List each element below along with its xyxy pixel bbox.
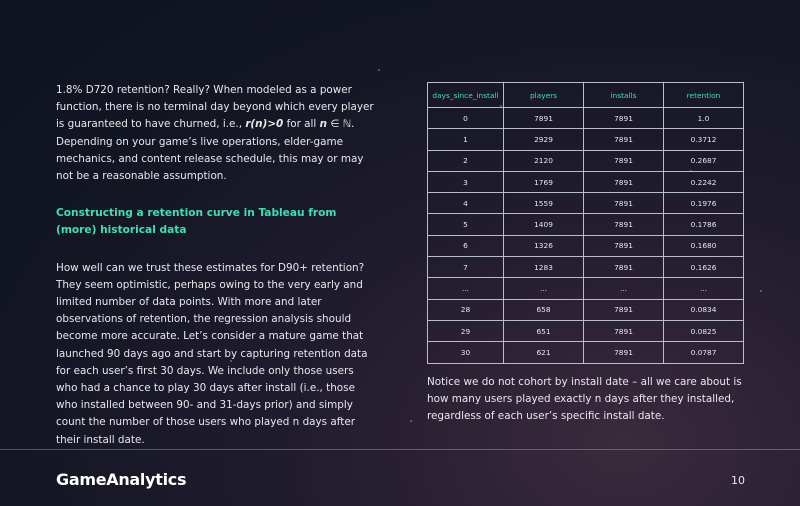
table-row xyxy=(428,299,744,320)
table-cell: 2120 xyxy=(504,150,584,171)
table-row xyxy=(428,129,744,150)
math-retention-positive: r(n)>0 xyxy=(245,118,284,131)
gameanalytics-logo: GameAnalytics xyxy=(56,470,187,489)
header-players: players xyxy=(504,83,584,108)
left-column xyxy=(56,82,374,449)
intro-paragraph xyxy=(56,82,374,185)
table-row xyxy=(428,171,744,192)
table-cell: 1 xyxy=(428,129,504,150)
table-cell: 1326 xyxy=(504,235,584,256)
right-column xyxy=(427,82,743,425)
header-days-since-install: days_since_install xyxy=(428,83,504,108)
intro-text-a: 1.8% D720 retention? Really? When modeled as a power function, there is no terminal day beyond which every player is guaranteed to have churned, i.e., xyxy=(56,84,374,131)
retention-table xyxy=(427,82,744,364)
table-cell: 2929 xyxy=(504,129,584,150)
table-cell: 7891 xyxy=(584,257,664,278)
table-cell: 0.2687 xyxy=(664,150,744,171)
table-cell: 7891 xyxy=(504,108,584,129)
table-cell: 28 xyxy=(428,299,504,320)
table-cell: 1559 xyxy=(504,193,584,214)
table-cell: ... xyxy=(428,278,504,299)
table-cell: ... xyxy=(504,278,584,299)
table-row xyxy=(428,278,744,299)
star-decoration xyxy=(410,420,412,422)
math-n: n xyxy=(319,118,328,131)
table-cell: 7891 xyxy=(584,320,664,341)
table-cell: 7891 xyxy=(584,235,664,256)
table-cell: 7891 xyxy=(584,108,664,129)
table-cell: ... xyxy=(584,278,664,299)
section-heading: Constructing a retention curve in Tableau from (more) historical data xyxy=(56,207,337,237)
star-decoration xyxy=(760,290,762,292)
table-cell: 5 xyxy=(428,214,504,235)
header-installs: installs xyxy=(584,83,664,108)
star-decoration xyxy=(378,69,380,71)
table-note: Notice we do not cohort by install date – all we care about is how many users played exactly n days after they installed, regardless of each user’s specific install date. xyxy=(427,375,742,422)
table-cell: 1409 xyxy=(504,214,584,235)
table-cell: 1283 xyxy=(504,257,584,278)
table-cell: 7891 xyxy=(584,193,664,214)
table-row xyxy=(428,235,744,256)
table-row xyxy=(428,150,744,171)
table-cell: 7891 xyxy=(584,150,664,171)
table-cell: 0.1976 xyxy=(664,193,744,214)
table-cell: 7891 xyxy=(584,171,664,192)
table-row xyxy=(428,108,744,129)
header-retention: retention xyxy=(664,83,744,108)
table-row xyxy=(428,320,744,341)
table-row xyxy=(428,214,744,235)
table-row xyxy=(428,342,744,363)
table-cell: 621 xyxy=(504,342,584,363)
table-cell: 7891 xyxy=(584,214,664,235)
table-cell: 0.0787 xyxy=(664,342,744,363)
table-cell: 651 xyxy=(504,320,584,341)
table-cell: 2 xyxy=(428,150,504,171)
body-paragraph: How well can we trust these estimates for D90+ retention? They seem optimistic, perhaps owing to the very early and limited number of data points. With more and later observations of retention, the regression analysis should become more accurate. Let’s consider a mature game that launched 90 days ago and start by capturing retention data for each user’s first 30 days. We include only those users who had a chance to play 30 days after install (i.e., those who installed between 90- and 31-days prior) and simply count the number of those users who played n days after their install date. xyxy=(56,261,368,446)
table-cell: 0.1680 xyxy=(664,235,744,256)
table-cell: 0.2242 xyxy=(664,171,744,192)
footer-divider xyxy=(0,449,800,450)
table-cell: ... xyxy=(664,278,744,299)
table-cell: 658 xyxy=(504,299,584,320)
table-cell: 3 xyxy=(428,171,504,192)
table-cell: 6 xyxy=(428,235,504,256)
table-cell: 0.0834 xyxy=(664,299,744,320)
table-cell: 1.0 xyxy=(664,108,744,129)
table-cell: 30 xyxy=(428,342,504,363)
table-row xyxy=(428,193,744,214)
intro-text-c: ∈ ℕ. Depending on your game’s live operations, elder-game mechanics, and content release schedule, this may or may not be a reasonable assumption. xyxy=(56,118,364,183)
table-cell: 7891 xyxy=(584,129,664,150)
table-row xyxy=(428,257,744,278)
table-cell: 1769 xyxy=(504,171,584,192)
table-header-row xyxy=(428,83,744,108)
table-cell: 29 xyxy=(428,320,504,341)
table-cell: 0.0825 xyxy=(664,320,744,341)
page-number: 10 xyxy=(731,474,745,487)
table-cell: 0.3712 xyxy=(664,129,744,150)
table-cell: 7891 xyxy=(584,342,664,363)
table-cell: 7 xyxy=(428,257,504,278)
table-cell: 0 xyxy=(428,108,504,129)
table-cell: 0.1786 xyxy=(664,214,744,235)
table-cell: 4 xyxy=(428,193,504,214)
table-cell: 7891 xyxy=(584,299,664,320)
table-cell: 0.1626 xyxy=(664,257,744,278)
intro-text-b: for all xyxy=(283,118,320,131)
